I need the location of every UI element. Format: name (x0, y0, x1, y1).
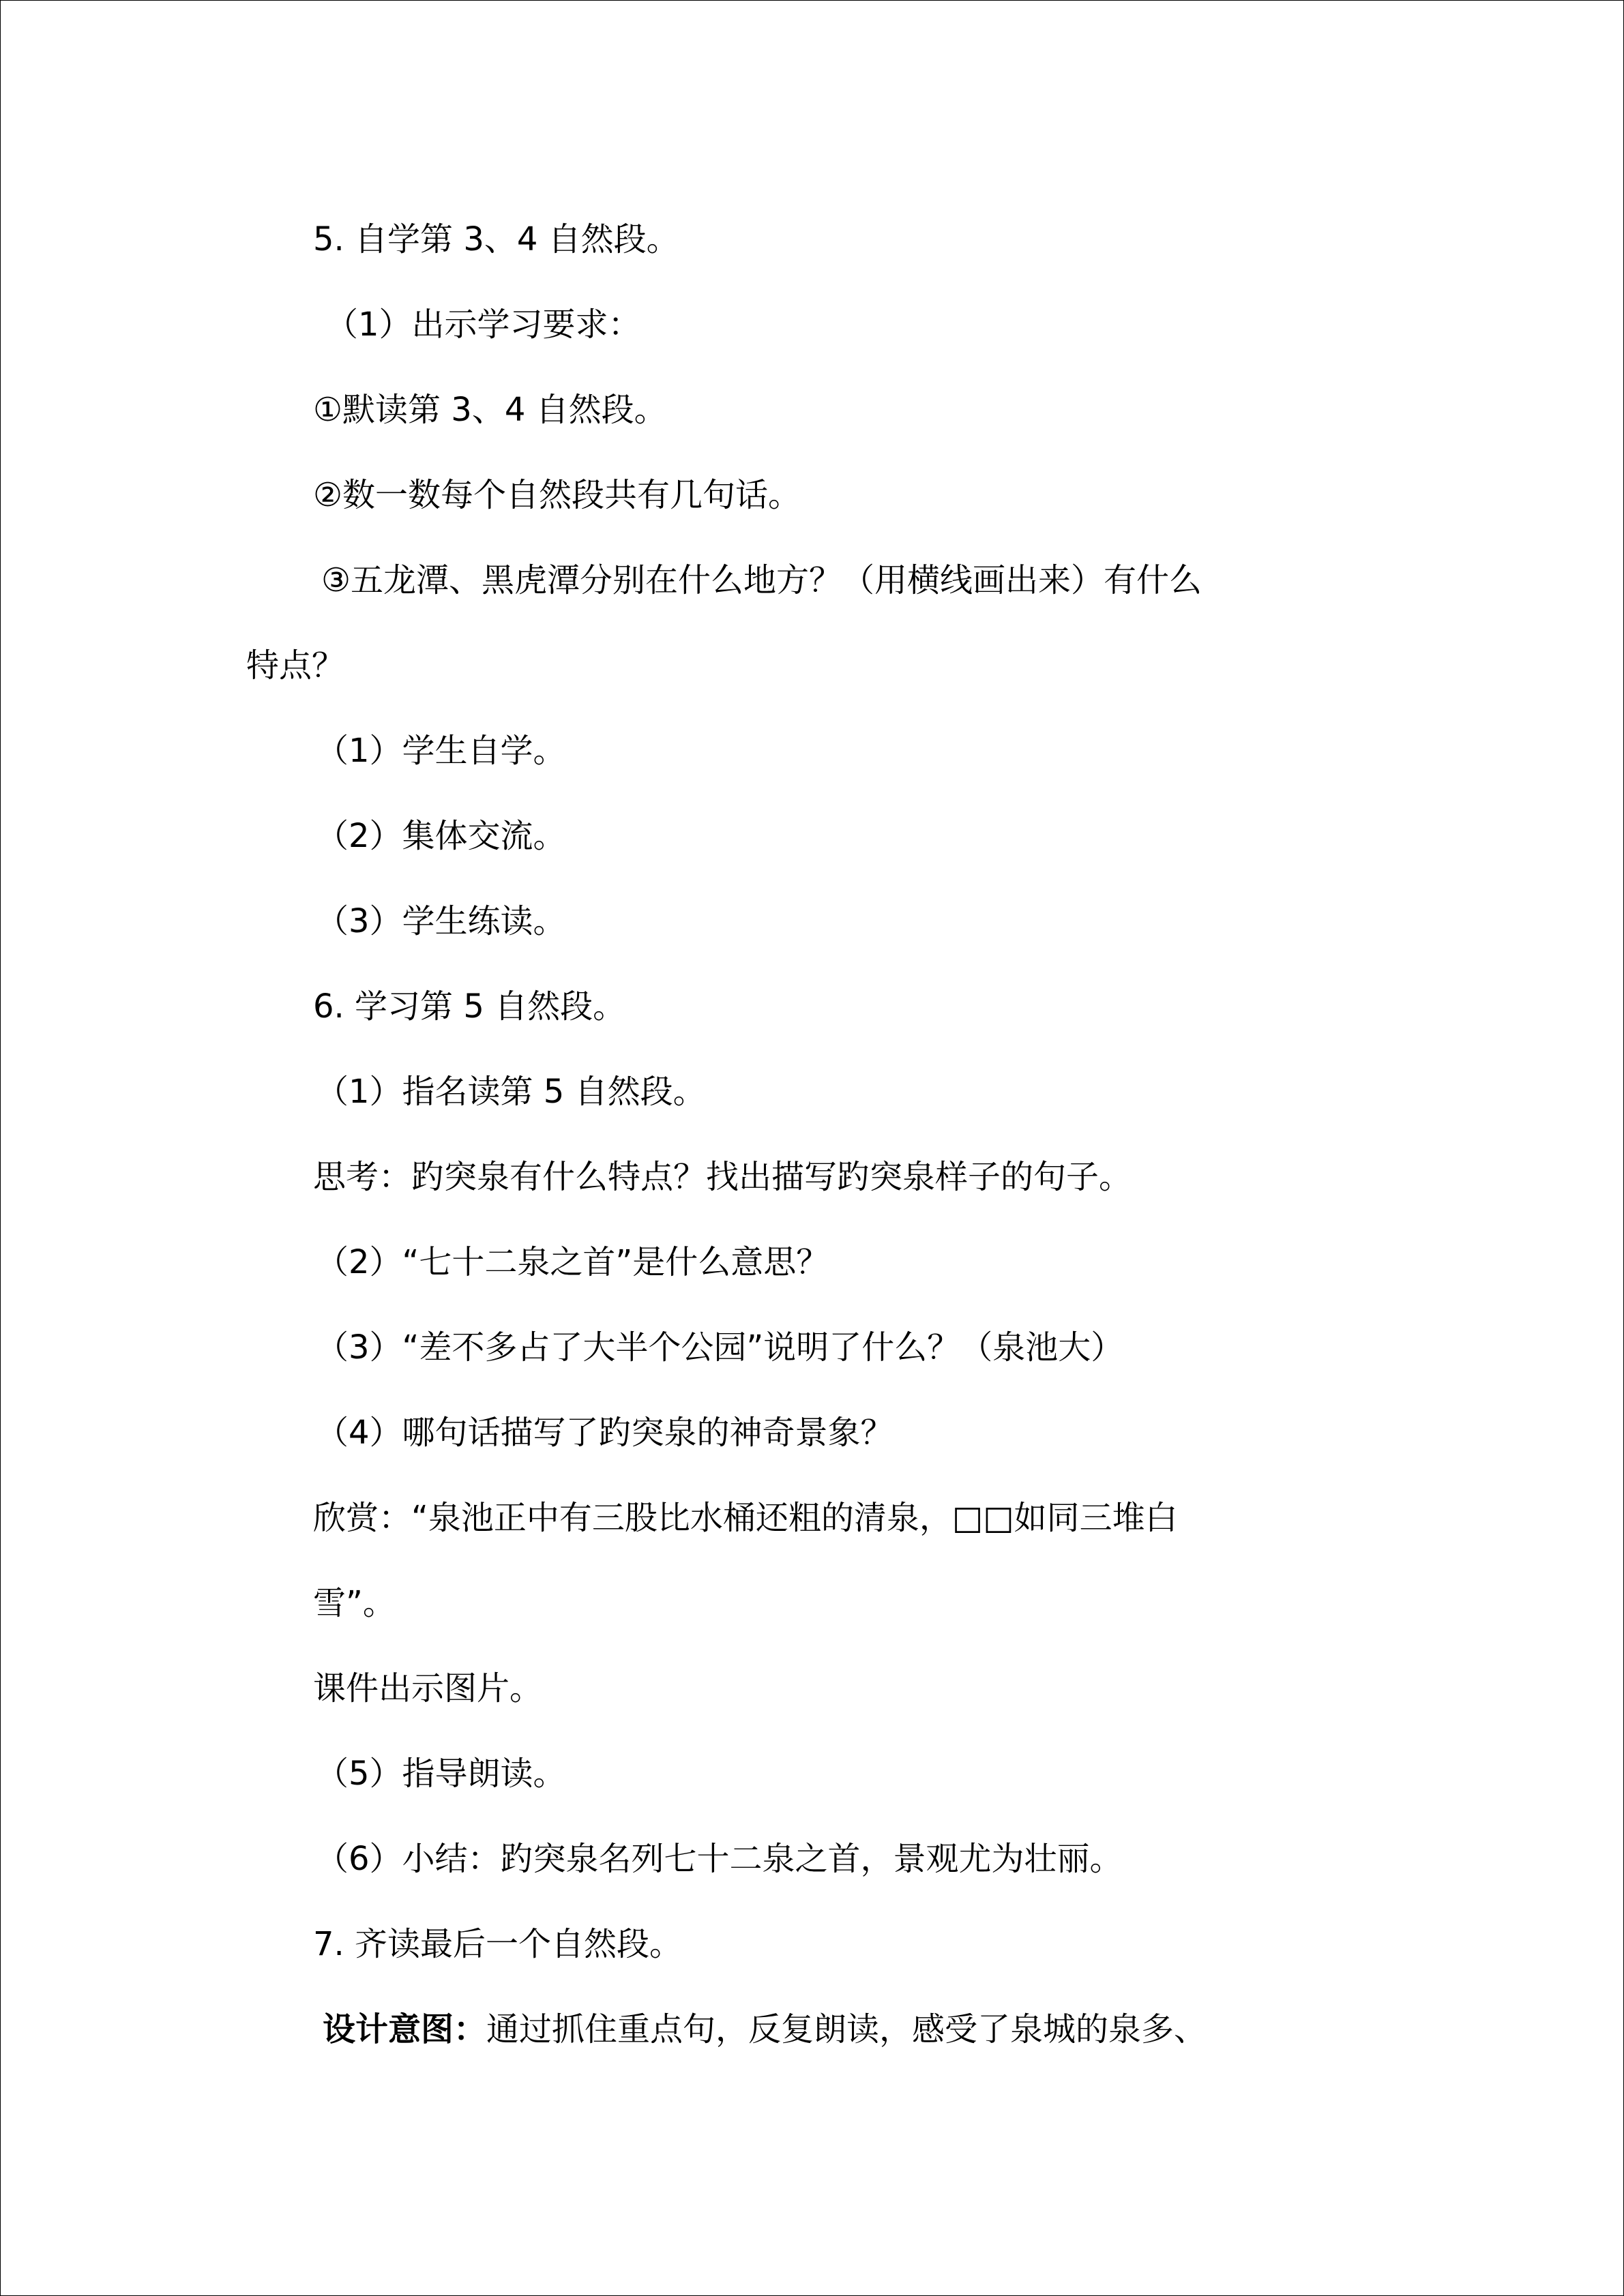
appreciation-line-2: 雪”。 (313, 1584, 396, 1622)
sub-step-guided-reading: （5）指导朗读。 (316, 1755, 566, 1793)
design-intent-label: 设计意图： (323, 2010, 487, 2048)
sub-step-named-reading: （1）指名读第 5 自然段。 (316, 1073, 706, 1111)
requirement-3-line-2: 特点？ (246, 646, 345, 685)
appreciation-line-1: 欣赏：“泉池正中有三股比水桶还粗的清泉，□□如同三堆白 (313, 1499, 1178, 1537)
requirement-1: ①默读第 3、4 自然段。 (313, 391, 667, 429)
sub-step-practice-reading: （3）学生练读。 (316, 902, 566, 940)
step-7-heading: 7. 齐读最后一个自然段。 (313, 1925, 683, 1963)
learning-requirements-label: （1）出示学习要求： (325, 305, 641, 344)
question-park-size: （3）“差不多占了大半个公园”说明了什么？（泉池大） (316, 1328, 1124, 1367)
sub-step-group-exchange: （2）集体交流。 (316, 817, 566, 855)
thinking-question: 思考：趵突泉有什么特点？找出描写趵突泉样子的句子。 (313, 1158, 1132, 1196)
question-magical-scene: （4）哪句话描写了趵突泉的神奇景象？ (316, 1414, 894, 1452)
design-intent-text: 通过抓住重点句，反复朗读，感受了泉城的泉多、 (486, 2010, 1207, 2048)
sub-step-summary: （6）小结：趵突泉名列七十二泉之首，景观尤为壮丽。 (316, 1840, 1123, 1878)
step-5-heading: 5. 自学第 3、4 自然段。 (313, 220, 679, 258)
step-6-heading: 6. 学习第 5 自然段。 (313, 987, 626, 1026)
question-seventy-two-springs: （2）“七十二泉之首”是什么意思？ (316, 1243, 829, 1281)
requirement-3-line-1: ③五龙潭、黑虎潭分别在什么地方？（用横线画出来）有什么 (321, 561, 1202, 599)
design-intent-line (323, 2008, 1207, 2051)
sub-step-self-study: （1）学生自学。 (316, 732, 566, 770)
courseware-pictures: 课件出示图片。 (313, 1669, 543, 1708)
requirement-2: ②数一数每个自然段共有几句话。 (313, 476, 801, 514)
